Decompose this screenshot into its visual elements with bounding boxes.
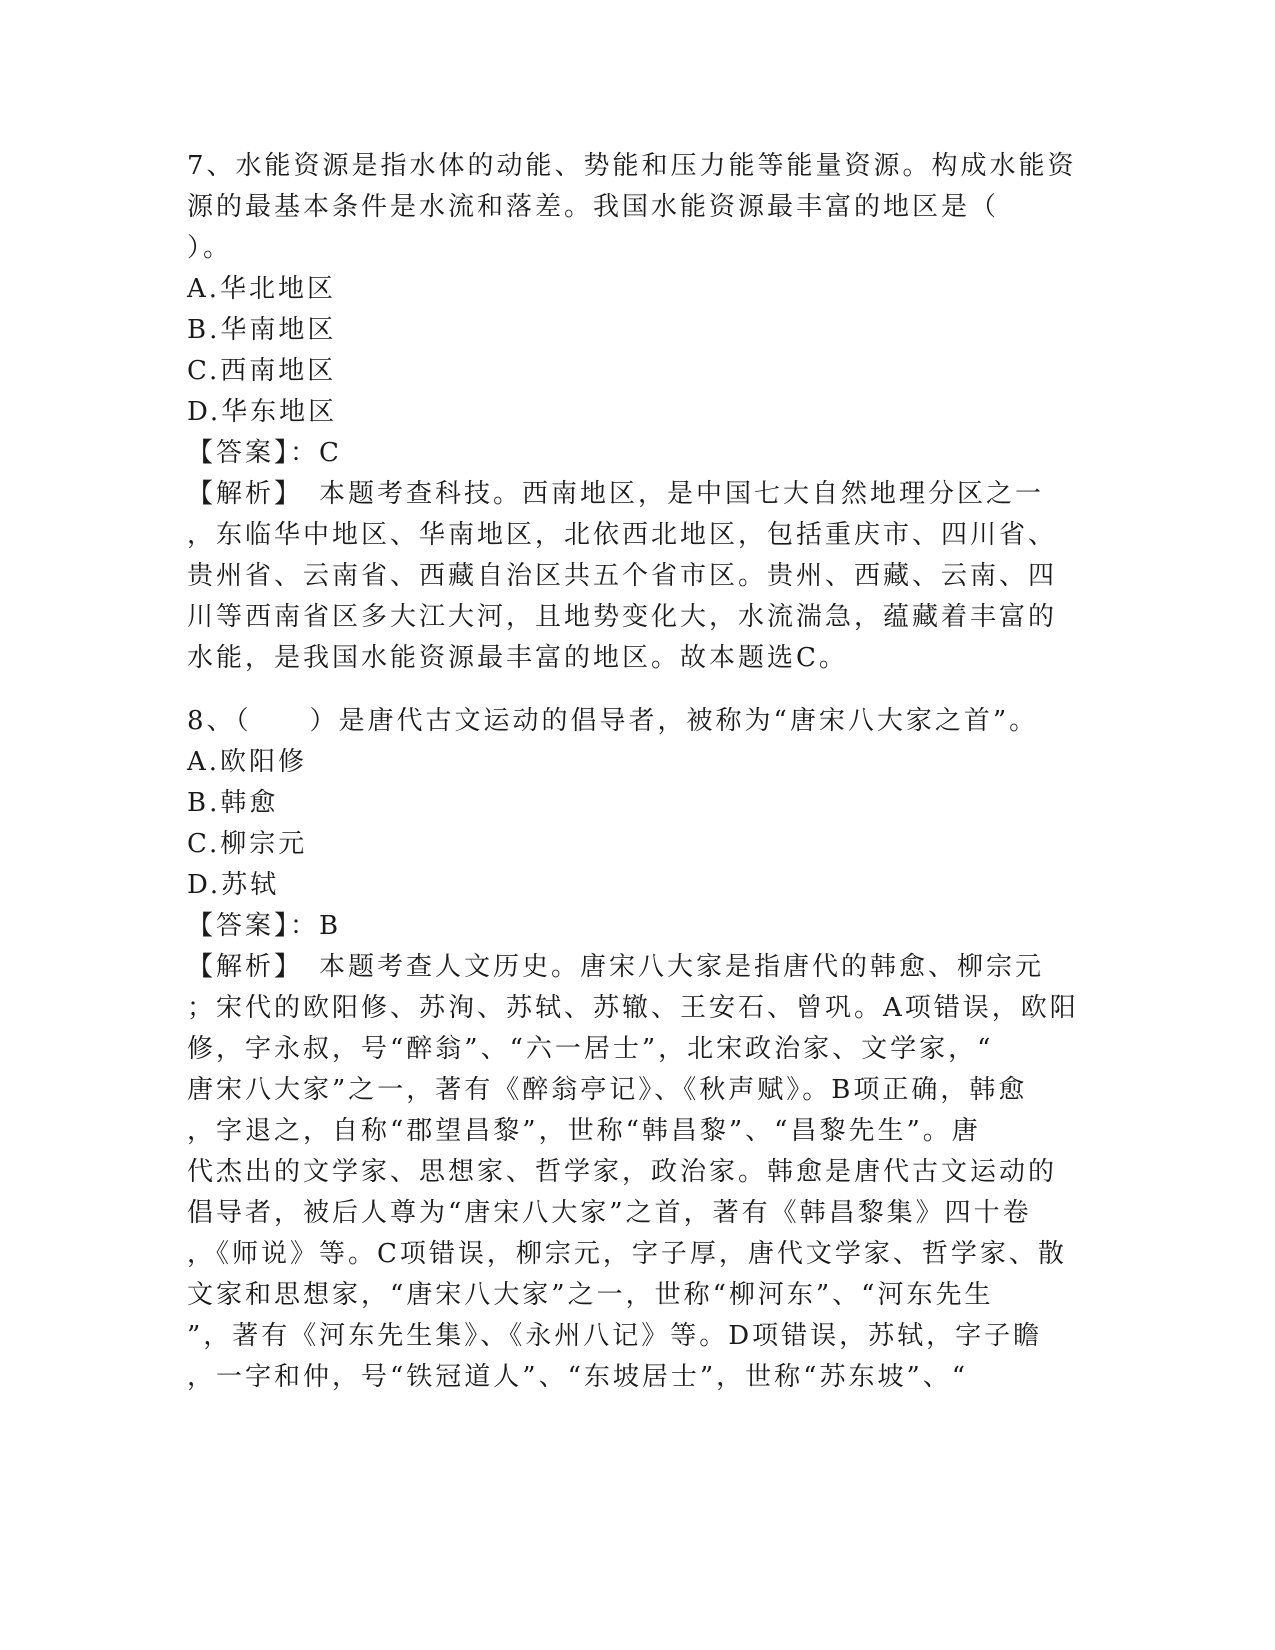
analysis-line: 贵州省、云南省、西藏自治区共五个省市区。贵州、西藏、云南、四 — [187, 561, 1058, 591]
answer-line: 【答案】：B — [187, 911, 342, 941]
option-a: A.华北地区 — [187, 274, 337, 304]
question-stem-line: 7、水能资源是指水体的动能、势能和压力能等能量资源。构成水能资 — [187, 151, 1077, 181]
analysis-line: 倡导者，被后人尊为“唐宋八大家”之首，著有《韩昌黎集》四十卷 — [187, 1198, 1032, 1228]
question-stem-line: 源的最基本条件是水流和落差。我国水能资源最丰富的地区是（ — [187, 192, 1000, 222]
analysis-line: 水能，是我国水能资源最丰富的地区。故本题选C。 — [187, 643, 848, 673]
option-b: B.韩愈 — [187, 788, 279, 818]
option-c: C.西南地区 — [187, 356, 337, 386]
analysis-line: ，《师说》等。C项错误，柳宗元，字子厚，唐代文学家、哲学家、散 — [187, 1239, 1067, 1269]
option-d: D.华东地区 — [187, 397, 338, 427]
analysis-line: ，字退之，自称“郡望昌黎”，世称“韩昌黎”、“昌黎先生”。唐 — [187, 1116, 981, 1146]
analysis-line: 修，字永叔，号“醉翁”、“六一居士”，北宋政治家、文学家，“ — [187, 1034, 994, 1064]
analysis-line: ，东临华中地区、华南地区，北依西北地区，包括重庆市、四川省、 — [187, 520, 1058, 550]
question-stem-line: 8、（ ）是唐代古文运动的倡导者，被称为“唐宋八大家之首”。 — [187, 706, 1039, 736]
option-d: D.苏轼 — [187, 870, 280, 900]
analysis-line: 【解析】 本题考查科技。西南地区，是中国七大自然地理分区之一 — [187, 479, 1045, 509]
question-stem-line: ）。 — [187, 233, 233, 263]
analysis-line: ；宋代的欧阳修、苏洵、苏轼、苏辙、王安石、曾巩。A项错误，欧阳 — [187, 993, 1079, 1023]
option-a: A.欧阳修 — [187, 747, 308, 777]
analysis-line: 【解析】 本题考查人文历史。唐宋八大家是指唐代的韩愈、柳宗元 — [187, 952, 1045, 982]
analysis-line: ，一字和仲，号“铁冠道人”、“东坡居士”，世称“苏东坡”、“ — [187, 1362, 969, 1392]
analysis-line: ”，著有《河东先生集》、《永州八记》等。D项错误，苏轼，字子瞻 — [187, 1321, 1043, 1351]
analysis-line: 川等西南省区多大江大河，且地势变化大，水流湍急，蕴藏着丰富的 — [187, 602, 1058, 632]
analysis-line: 文家和思想家，“唐宋八大家”之一，世称“柳河东”、“河东先生 — [187, 1280, 994, 1310]
option-c: C.柳宗元 — [187, 829, 308, 859]
option-b: B.华南地区 — [187, 315, 337, 345]
analysis-line: 唐宋八大家”之一，著有《醉翁亭记》、《秋声赋》。B项正确，韩愈 — [187, 1075, 1028, 1105]
answer-line: 【答案】：C — [187, 438, 342, 468]
analysis-line: 代杰出的文学家、思想家、哲学家，政治家。韩愈是唐代古文运动的 — [187, 1157, 1058, 1187]
